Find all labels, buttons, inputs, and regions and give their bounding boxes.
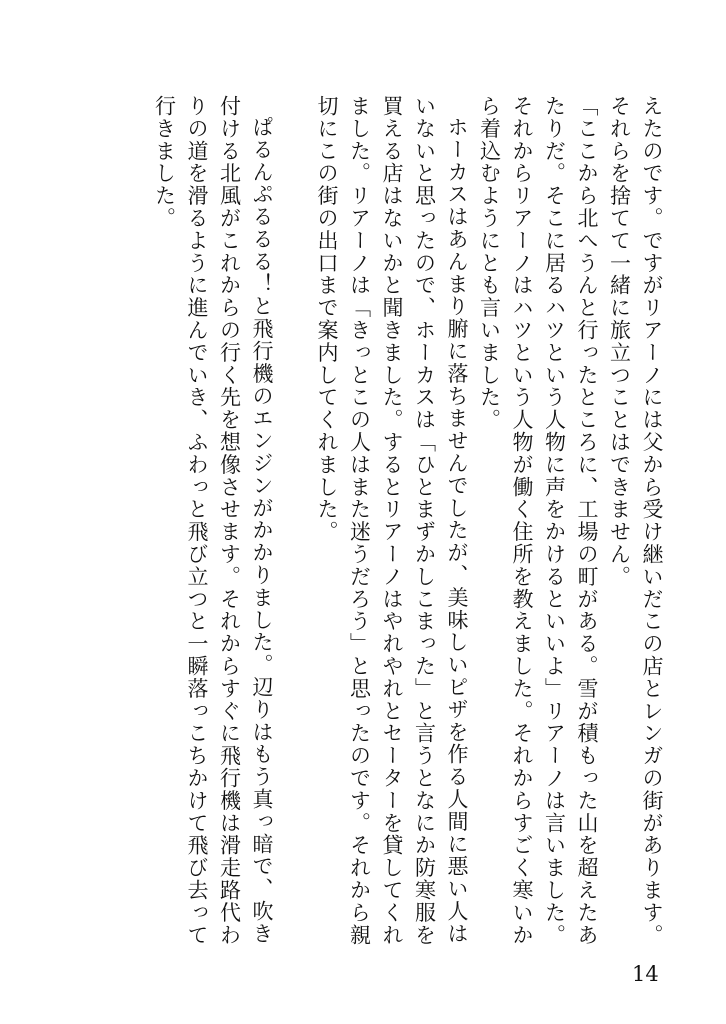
paragraph-1: えたのです。ですがリアーノには父から受け継いだこの店とレンガの街があります。それらを捨てて一緒に旅立つことはできません。 <box>607 95 664 947</box>
paragraph-3: ホーカスはあんまり腑に落ちませんでしたが、美味しいピザを作る人間に悪い人はいないと思ったので、ホーカスは「ひとまずかしこまった」と言うとなにか防寒服を買える店はないかと聞きました。するとリアーノはやれやれとセーターを貸してくれました。リアーノは「きっとこの人はまた迷うだろう」と思ったのです。それから親切にこの街の出口まで案内してくれました。 <box>315 95 469 947</box>
paragraph-4: ぱるんぷるるる！と飛行機のエンジンがかかりました。辺りはもう真っ暗で、吹き付ける北風がこれからの行く先を想像させます。それからすぐに飛行機は滑走路代わりの道を滑るように進んでいき、ふわっと飛び立つと一瞬落っこちかけて飛び去って行きました。 <box>152 95 274 947</box>
page-number: 14 <box>632 962 659 986</box>
paragraph-2: 「ここから北へうんと行ったところに、工場の町がある。雪が積もった山を超えたあたりだ。そこに居るハツという人物に声をかけるといいよ」リアーノは言いました。それからリアーノはハツという人物が働く住所を教えました。それからすごく寒いから着込むようにとも言いました。 <box>477 95 599 947</box>
vertical-text-body <box>148 95 668 955</box>
